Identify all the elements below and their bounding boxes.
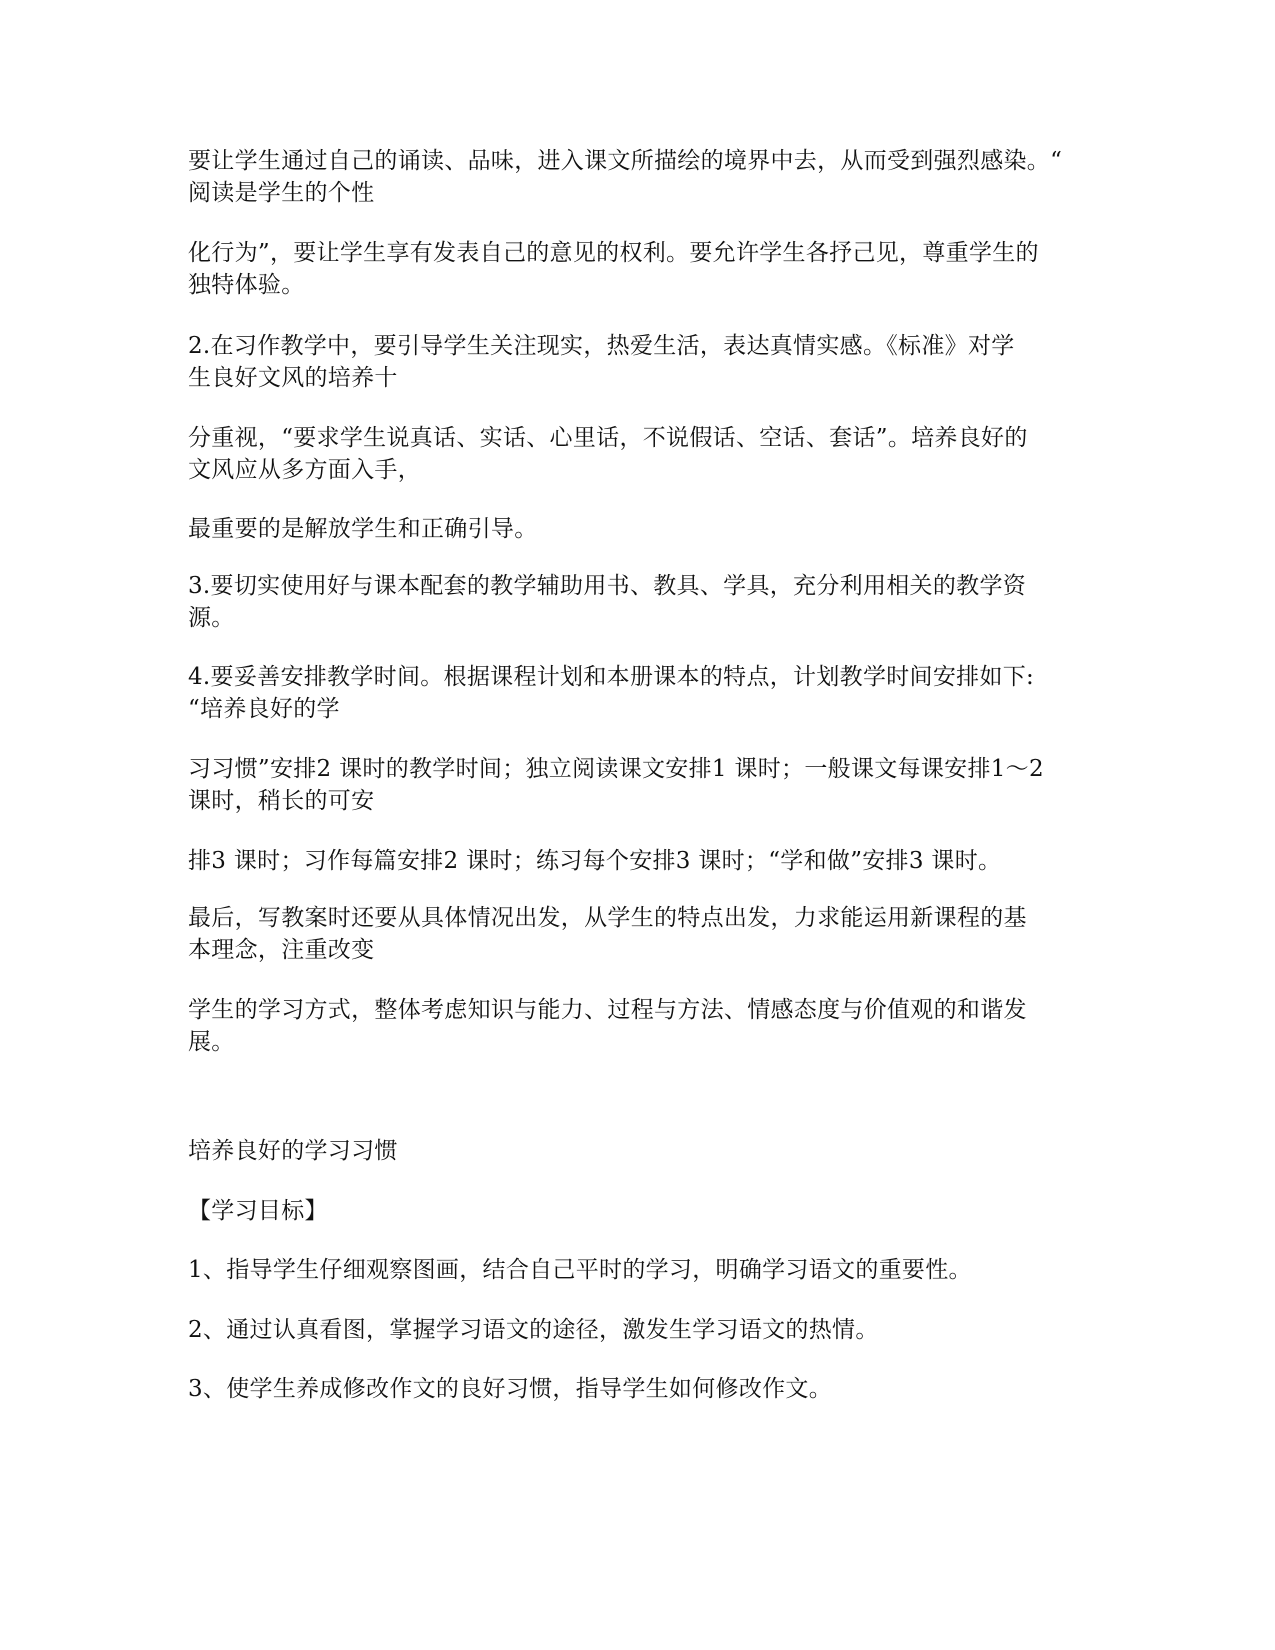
text-line: 3.要切实使用好与课本配套的教学辅助用书、教具、学具，充分利用相关的教学资 xyxy=(188,573,1027,599)
text-line: 4.要妥善安排教学时间。根据课程计划和本册课本的特点，计划教学时间安排如下: xyxy=(188,664,1035,690)
paragraph-point-2 xyxy=(188,330,1088,394)
text-line: 习习惯”安排2 课时的教学时间；独立阅读课文安排1 课时；一般课文每课安排1～2 xyxy=(188,756,1044,782)
paragraph-point-3 xyxy=(188,570,1088,634)
text-line: 1、指导学生仔细观察图画，结合自己平时的学习，明确学习语文的重要性。 xyxy=(188,1257,972,1283)
text-line: 3、使学生养成修改作文的良好习惯，指导学生如何修改作文。 xyxy=(188,1376,833,1402)
paragraph-writing-style xyxy=(188,422,1088,486)
learning-goals-heading xyxy=(188,1195,1088,1227)
paragraph-conclusion xyxy=(188,902,1088,966)
paragraph-reading-behavior xyxy=(188,237,1088,301)
text-line: 最后，写教案时还要从具体情况出发，从学生的特点出发，力求能运用新课程的基 xyxy=(188,905,1027,931)
paragraph-learning-style xyxy=(188,994,1088,1058)
text-line: 最重要的是解放学生和正确引导。 xyxy=(188,516,538,542)
paragraph-schedule xyxy=(188,845,1088,877)
text-line: 化行为”，要让学生享有发表自己的意见的权利。要允许学生各抒己见，尊重学生的 xyxy=(188,240,1039,266)
text-line: 独特体验。 xyxy=(188,272,305,298)
paragraph-lesson-hours xyxy=(188,753,1088,817)
paragraph-reading-intro xyxy=(188,145,1088,209)
goal-item-3 xyxy=(188,1373,1088,1405)
text-line: 文风应从多方面入手， xyxy=(188,457,421,483)
text-line: 分重视，“要求学生说真话、实话、心里话，不说假话、空话、套话”。培养良好的 xyxy=(188,425,1028,451)
text-line: 本理念，注重改变 xyxy=(188,937,375,963)
text-line: 阅读是学生的个性 xyxy=(188,180,375,206)
text-line: 2.在习作教学中，要引导学生关注现实，热爱生活，表达真情实感。《标准》对学 xyxy=(188,333,1015,359)
text-line: 生良好文风的培养十 xyxy=(188,365,398,391)
paragraph-point-4 xyxy=(188,661,1088,725)
text-line: 展。 xyxy=(188,1029,235,1055)
text-line: 排3 课时；习作每篇安排2 课时；练习每个安排3 课时；“学和做”安排3 课时。 xyxy=(188,848,1002,874)
text-line: 培养良好的学习习惯 xyxy=(188,1138,398,1164)
text-line: 要让学生通过自己的诵读、品味，进入课文所描绘的境界中去，从而受到强烈感染。“ xyxy=(188,148,1063,174)
text-line: 2、通过认真看图，掌握学习语文的途径，激发生学习语文的热情。 xyxy=(188,1317,879,1343)
text-line: 课时，稍长的可安 xyxy=(188,788,375,814)
text-line: 【学习目标】 xyxy=(188,1198,328,1224)
paragraph-liberate-students xyxy=(188,513,1088,545)
goal-item-2 xyxy=(188,1314,1088,1346)
goal-item-1 xyxy=(188,1254,1088,1286)
text-line: 源。 xyxy=(188,605,235,631)
text-line: “培养良好的学 xyxy=(188,696,340,722)
section-title xyxy=(188,1135,1088,1167)
text-line: 学生的学习方式，整体考虑知识与能力、过程与方法、情感态度与价值观的和谐发 xyxy=(188,997,1027,1023)
